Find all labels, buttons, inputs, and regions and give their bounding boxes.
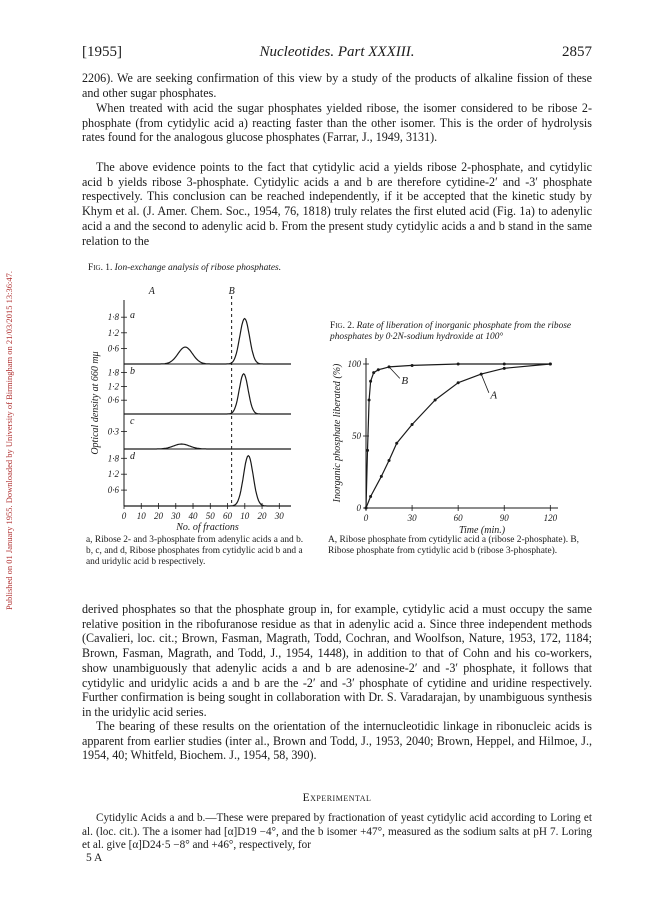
fig2-series-A: [366, 364, 550, 508]
fig2-point-A: [380, 475, 383, 478]
fig1-x-tick-label: 10: [240, 511, 250, 521]
fig2-y-axis-title: Inorganic phosphate liberated (%): [332, 363, 343, 503]
fig1-curve-panel-d: [124, 456, 291, 506]
paragraph-4: derived phosphates so that the phosphate group in, for example, cytidylic acid a must occupy the same relative position in the ribofuranose residue as that in adenylic acid a. Since three independent methods (Cavalieri, loc. cit.; Brown, Fasman, Magrath, Todd, Cochran, and Woolfson, Nature, 1953, 172, 1184; Brown, Fasman, Magrath, and Todd, J., 1954, 1448), in addition to that of Cohn and his co-workers, show unambiguously that adenylic acids a and b are adenosine-2′ and -3′ phosphate, it follows that cytidylic and uridylic acids a and b are the -2′ and -3′ phosphate of cytidine and uridine respectively. Further confirmation is being sought in collaboration with Dr. S. Varadarajan, by unambiguous synthesis in the uridylic acid series.: [82, 602, 592, 719]
paragraph-3: The above evidence points to the fact that cytidylic acid a yields ribose 2-phosphate, and cytidylic acid b yields ribose 3-phosphate. Cytidylic acids a and b are therefore cytidine-2′ and -3′ phosphate respectively. This conclusion can be reached independently, if it be accepted that the kinetic study by Khym et al. (J. Amer. Chem. Soc., 1954, 76, 1818) truly relates the first eluted acid (Fig. 1a) to adenylic acid a and the second to adenylic acid b. From the present study cytidylic acids a and b stand in the same relation to the: [82, 160, 592, 248]
fig1-x-tick-label: 20: [154, 511, 164, 521]
fig2-point-B: [369, 380, 372, 383]
fig2-y-tick-label: 0: [356, 503, 361, 513]
paragraph-2: When treated with acid the sugar phosphates yielded ribose, the isomer considered to be ribose 2-phosphate (from cytidylic acid a) reacting faster than the other isomer. This is the order of hydrolysis rates found for the analogous glucose phosphates (Farrar, J., 1949, 3131).: [82, 101, 592, 145]
signature-mark: 5 A: [86, 852, 103, 864]
fig2-leader-a: [481, 374, 489, 393]
fig2-label-b: B: [401, 375, 409, 388]
figure-2-title: Rate of liberation of inorganic phosphate from the ribose phosphates by 0·2N-sodium hydroxide at 100°: [330, 321, 572, 342]
fig1-marker-b: B: [228, 286, 235, 297]
download-notice-text: Published on 01 January 1955. Downloaded by University of Birmingham on 21/03/2015 13:36:47.: [4, 270, 14, 610]
fig1-x-tick-label: 60: [223, 511, 233, 521]
figure-2-legend: A, Ribose phosphate from cytidylic acid a (ribose 2-phosphate). B, Ribose phosphate from cytidylic acid b (ribose 3-phosphate).: [328, 535, 579, 556]
fig2-point-B: [503, 363, 506, 366]
fig1-curve-panel-b: [124, 374, 291, 414]
fig2-point-A: [503, 367, 506, 370]
fig1-y-tick-label: 0·3: [107, 426, 119, 437]
figure-1-chart: [86, 284, 316, 534]
fig2-point-B: [368, 399, 371, 402]
fig2-point-A: [457, 381, 460, 384]
fig1-y-tick-label: 1·2: [107, 469, 119, 480]
fig1-panel-letter: d: [130, 451, 135, 462]
fig1-curve-panel-c: [124, 444, 291, 449]
fig2-point-B: [377, 368, 380, 371]
fig2-point-B: [372, 371, 375, 374]
figure-2-title-block: [330, 321, 600, 343]
figure-1-title: Ion-exchange analysis of ribose phosphates.: [114, 263, 282, 273]
paragraph-1: 2206). We are seeking confirmation of this view by a study of the products of alkaline fission of these and other sugar phosphates.: [82, 71, 592, 100]
figure-1-label: Fig. 1.: [88, 263, 113, 273]
fig2-x-tick-label: 60: [453, 513, 463, 523]
running-header: [82, 44, 592, 64]
fig2-series-B: [366, 364, 550, 508]
fig2-x-tick-label: 90: [499, 513, 509, 523]
fig1-x-tick-label: 20: [257, 511, 267, 521]
section-heading-text: Experimental: [302, 792, 372, 804]
fig1-x-tick-label: 30: [171, 511, 181, 521]
fig2-point-B: [366, 449, 369, 452]
paragraph-6: Cytidylic Acids a and b.—These were prepared by fractionation of yeast cytidylic acid according to Loring et al. (loc. cit.). The a isomer had [α]D19 −4°, and the b isomer +47°, measured as the sodium salts at pH 7. Loring et al. give [α]D24·5 −8° and +46°, respectively, for: [82, 812, 592, 851]
fig2-y-tick-label: 100: [347, 359, 361, 369]
download-notice: [2, 130, 16, 610]
fig1-y-tick-label: 0·6: [107, 343, 119, 354]
fig1-panel-letter: c: [130, 416, 135, 427]
fig1-x-tick-label: 40: [188, 511, 198, 521]
fig1-x-axis-title: No. of fractions: [176, 522, 239, 533]
fig2-point-A: [411, 423, 414, 426]
fig1-y-tick-label: 1·2: [107, 327, 119, 338]
fig2-x-tick-label: 120: [543, 513, 558, 523]
fig1-x-tick-label: 30: [274, 511, 284, 521]
paragraph-5: The bearing of these results on the orientation of the internucleotidic linkage in ribonucleic acids is apparent from earlier studies (inter al., Brown and Todd, J., 1953, 2040; Brown, Heppel, and Hilmoe, J., 1954, 40; Whitfeld, Biochem. J., 1954, 58, 390).: [82, 719, 592, 763]
figure-1-title-block: [88, 263, 288, 274]
fig2-point-A: [369, 495, 372, 498]
fig1-marker-a: A: [148, 286, 155, 297]
figure-1-legend: a, Ribose 2- and 3-phosphate from adenylic acids a and b. b, c, and d, Ribose phosphates from cytidylic acid b and a and uridylic acid b respectively.: [86, 535, 304, 567]
fig2-x-tick-label: 0: [363, 513, 369, 523]
header-year: [1955]: [82, 44, 122, 60]
fig1-y-axis-title: Optical density at 660 mμ: [90, 351, 101, 455]
fig1-y-tick-label: 0·6: [107, 395, 119, 406]
fig2-point-A: [388, 459, 391, 462]
fig2-point-B: [549, 363, 552, 366]
fig1-panel-letter: b: [130, 366, 135, 377]
fig1-y-tick-label: 0·6: [107, 485, 119, 496]
figure-2-label: Fig. 2.: [330, 321, 355, 331]
fig1-y-tick-label: 1·8: [107, 312, 119, 323]
fig1-curve-panel-a: [124, 319, 291, 365]
fig2-leader-b: [389, 367, 400, 379]
fig2-point-B: [365, 507, 368, 510]
header-running-title: Nucleotides. Part XXXIII.: [259, 44, 415, 60]
fig2-point-B: [411, 364, 414, 367]
fig1-x-tick-label: 50: [205, 511, 215, 521]
fig2-x-axis-title: Time (min.): [458, 525, 506, 536]
fig1-y-tick-label: 1·8: [107, 453, 119, 464]
fig2-x-tick-label: 30: [407, 513, 417, 523]
fig1-x-tick-label: 10: [136, 511, 146, 521]
fig1-panel-letter: a: [130, 310, 135, 321]
header-page-number: 2857: [562, 44, 592, 60]
fig2-point-B: [457, 363, 460, 366]
fig2-y-tick-label: 50: [352, 431, 361, 441]
fig1-y-tick-label: 1·8: [107, 367, 119, 378]
fig1-y-tick-label: 1·2: [107, 381, 119, 392]
fig2-point-A: [434, 399, 437, 402]
fig1-x-tick-label: 0: [121, 511, 127, 521]
fig2-point-A: [395, 442, 398, 445]
figure-2-chart: [326, 350, 576, 534]
fig2-label-a: A: [490, 389, 498, 402]
section-heading-experimental: [82, 792, 592, 804]
